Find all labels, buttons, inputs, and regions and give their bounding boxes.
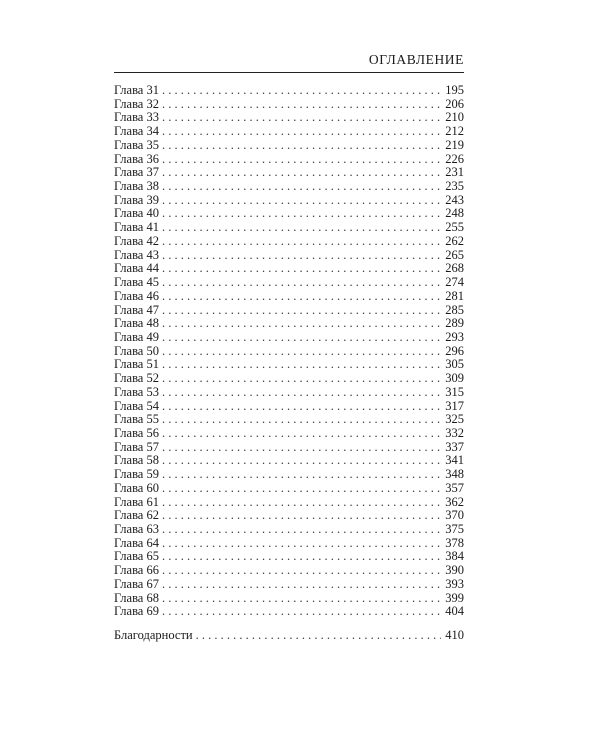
dot-leader bbox=[196, 629, 442, 643]
toc-entry-label: Глава 38 bbox=[114, 179, 159, 194]
toc-entry-label: Глава 63 bbox=[114, 522, 159, 536]
toc-entry-page: 248 bbox=[445, 206, 464, 221]
toc-entry-page: 375 bbox=[445, 522, 464, 536]
toc-entry-label: Глава 48 bbox=[114, 316, 159, 331]
toc-entry-label: Глава 50 bbox=[114, 343, 159, 358]
toc-entry[interactable] bbox=[114, 290, 464, 304]
toc-entry-label: Глава 62 bbox=[114, 508, 159, 523]
running-header bbox=[114, 50, 464, 73]
toc-entry-page: 212 bbox=[445, 124, 464, 139]
dot-leader bbox=[162, 413, 441, 427]
toc-entry-page: 235 bbox=[445, 179, 464, 194]
toc-entry-label: Глава 44 bbox=[114, 261, 159, 276]
toc-entry-page: 255 bbox=[445, 220, 464, 235]
toc-entry-page: 305 bbox=[445, 357, 464, 372]
toc-entry[interactable] bbox=[114, 84, 464, 98]
toc-entry[interactable] bbox=[114, 400, 464, 414]
toc-entry-page: 231 bbox=[445, 165, 464, 180]
toc-entry-page: 309 bbox=[445, 371, 464, 386]
dot-leader bbox=[162, 358, 441, 372]
toc-entry-label: Глава 33 bbox=[114, 110, 159, 125]
dot-leader bbox=[162, 441, 441, 455]
toc-entry-label: Глава 59 bbox=[114, 467, 159, 482]
toc-entry[interactable] bbox=[114, 413, 464, 427]
toc-entry-label: Глава 34 bbox=[114, 124, 159, 139]
toc-entry-page: 390 bbox=[445, 563, 464, 578]
toc-entry-page: 337 bbox=[445, 439, 464, 454]
toc-entry-label: Глава 52 bbox=[114, 371, 159, 386]
toc-entry-label: Глава 66 bbox=[114, 563, 159, 578]
toc-entry-page: 384 bbox=[445, 549, 464, 564]
toc-entry-label: Глава 65 bbox=[114, 549, 159, 564]
toc-entry-page: 293 bbox=[445, 329, 464, 344]
toc-entry-label: Глава 40 bbox=[114, 206, 159, 221]
toc-entry-page: 378 bbox=[445, 535, 464, 550]
dot-leader bbox=[162, 509, 441, 523]
dot-leader bbox=[162, 386, 441, 400]
toc-entry-label: Глава 61 bbox=[114, 494, 159, 509]
toc-entry-label: Глава 39 bbox=[114, 192, 159, 207]
toc-entry-page: 315 bbox=[445, 384, 464, 399]
dot-leader bbox=[162, 537, 441, 551]
toc-entry-label: Глава 53 bbox=[114, 384, 159, 399]
toc-entry-label: Глава 46 bbox=[114, 288, 159, 303]
toc-entry-label: Глава 60 bbox=[114, 480, 159, 495]
toc-entry-page: 325 bbox=[445, 412, 464, 427]
dot-leader bbox=[162, 207, 441, 221]
toc-entry-label: Глава 64 bbox=[114, 535, 159, 550]
toc-entry[interactable] bbox=[114, 537, 464, 551]
toc-entry-page: 226 bbox=[445, 151, 464, 166]
toc-entry-page: 393 bbox=[445, 576, 464, 591]
toc-entry[interactable] bbox=[114, 482, 464, 496]
dot-leader bbox=[162, 262, 441, 276]
toc-entry[interactable] bbox=[114, 523, 464, 537]
dot-leader bbox=[162, 317, 441, 331]
toc-entry[interactable] bbox=[114, 139, 464, 153]
toc-entry[interactable] bbox=[114, 166, 464, 180]
dot-leader bbox=[162, 523, 441, 537]
dot-leader bbox=[162, 221, 441, 235]
dot-leader bbox=[162, 592, 441, 606]
toc-entry[interactable] bbox=[114, 496, 464, 510]
toc-entry-label: Глава 42 bbox=[114, 233, 159, 248]
toc-entry-page: 332 bbox=[445, 425, 464, 440]
dot-leader bbox=[162, 482, 441, 496]
dot-leader bbox=[162, 400, 441, 414]
toc-entry[interactable] bbox=[114, 331, 464, 345]
toc-entry-page: 362 bbox=[445, 494, 464, 509]
toc-entry[interactable] bbox=[114, 386, 464, 400]
dot-leader bbox=[162, 98, 441, 112]
page-title: ОГЛАВЛЕНИЕ bbox=[368, 52, 464, 67]
dot-leader bbox=[162, 153, 441, 167]
toc-entry-page: 268 bbox=[445, 261, 464, 276]
toc-entry[interactable] bbox=[114, 276, 464, 290]
dot-leader bbox=[162, 372, 441, 386]
chapter-list bbox=[114, 84, 464, 619]
toc-entry-label: Благодарности bbox=[114, 628, 193, 643]
toc-entry-page: 289 bbox=[445, 316, 464, 331]
toc-entry-page: 219 bbox=[445, 137, 464, 152]
toc-entry-label: Глава 45 bbox=[114, 275, 159, 290]
toc-entry[interactable] bbox=[114, 153, 464, 167]
toc-entry-page: 281 bbox=[445, 288, 464, 303]
toc-entry[interactable] bbox=[114, 358, 464, 372]
toc-entry-page: 274 bbox=[445, 275, 464, 290]
dot-leader bbox=[162, 249, 441, 263]
toc-entry-label: Глава 49 bbox=[114, 329, 159, 344]
toc-entry[interactable] bbox=[114, 125, 464, 139]
toc-entry[interactable] bbox=[114, 207, 464, 221]
dot-leader bbox=[162, 194, 441, 208]
dot-leader bbox=[162, 166, 441, 180]
toc-entry[interactable] bbox=[114, 180, 464, 194]
toc-entry-label: Глава 31 bbox=[114, 83, 159, 97]
dot-leader bbox=[162, 139, 441, 153]
toc-entry-label: Глава 57 bbox=[114, 439, 159, 454]
dot-leader bbox=[162, 550, 441, 564]
dot-leader bbox=[162, 454, 441, 468]
toc-entry-page: 410 bbox=[445, 628, 464, 643]
toc-entry[interactable] bbox=[114, 550, 464, 564]
toc-entry-page: 317 bbox=[445, 398, 464, 413]
toc-entry[interactable] bbox=[114, 194, 464, 208]
toc-entry-label: Глава 51 bbox=[114, 357, 159, 372]
dot-leader bbox=[162, 125, 441, 139]
toc-entry[interactable] bbox=[114, 111, 464, 125]
dot-leader bbox=[162, 84, 441, 98]
toc-entry-label: Глава 36 bbox=[114, 151, 159, 166]
toc-entry-label: Глава 58 bbox=[114, 453, 159, 468]
dot-leader bbox=[162, 290, 441, 304]
dot-leader bbox=[162, 276, 441, 290]
toc-entry-page: 262 bbox=[445, 233, 464, 248]
toc-entry[interactable] bbox=[114, 509, 464, 523]
toc-entry-label: Глава 37 bbox=[114, 165, 159, 180]
toc-entry-label: Глава 67 bbox=[114, 576, 159, 591]
toc-entry[interactable] bbox=[114, 468, 464, 482]
dot-leader bbox=[162, 564, 441, 578]
toc-entry-label: Глава 43 bbox=[114, 247, 159, 262]
toc-entry-page: 370 bbox=[445, 508, 464, 523]
toc-entry-label: Глава 56 bbox=[114, 425, 159, 440]
dot-leader bbox=[162, 111, 441, 125]
dot-leader bbox=[162, 605, 441, 619]
toc-entry-label: Глава 55 bbox=[114, 412, 159, 427]
toc-entry-page: 348 bbox=[445, 467, 464, 482]
dot-leader bbox=[162, 496, 441, 510]
toc-entry-label: Глава 69 bbox=[114, 604, 159, 619]
toc-entry[interactable] bbox=[114, 249, 464, 263]
toc-entry-page: 243 bbox=[445, 192, 464, 207]
toc-entry-page: 285 bbox=[445, 302, 464, 317]
toc-entry-page: 210 bbox=[445, 110, 464, 125]
dot-leader bbox=[162, 427, 441, 441]
toc-entry-label: Глава 35 bbox=[114, 137, 159, 152]
dot-leader bbox=[162, 331, 441, 345]
dot-leader bbox=[162, 235, 441, 249]
toc-entry-page: 341 bbox=[445, 453, 464, 468]
dot-leader bbox=[162, 578, 441, 592]
toc-entry-page: 195 bbox=[445, 83, 464, 97]
toc-entry[interactable] bbox=[114, 345, 464, 359]
dot-leader bbox=[162, 345, 441, 359]
toc-entry[interactable] bbox=[114, 235, 464, 249]
toc-entry-label: Глава 47 bbox=[114, 302, 159, 317]
toc-entry[interactable] bbox=[114, 427, 464, 441]
toc-entry-page: 404 bbox=[445, 604, 464, 619]
dot-leader bbox=[162, 304, 441, 318]
toc-entry-label: Глава 54 bbox=[114, 398, 159, 413]
table-of-contents bbox=[114, 84, 464, 643]
toc-entry[interactable] bbox=[114, 98, 464, 112]
toc-entry-page: 265 bbox=[445, 247, 464, 262]
toc-entry[interactable] bbox=[114, 605, 464, 619]
toc-entry-page: 296 bbox=[445, 343, 464, 358]
toc-entry[interactable] bbox=[114, 454, 464, 468]
dot-leader bbox=[162, 180, 441, 194]
toc-entry-label: Глава 41 bbox=[114, 220, 159, 235]
toc-entry[interactable] bbox=[114, 578, 464, 592]
toc-entry-label: Глава 32 bbox=[114, 96, 159, 111]
toc-entry[interactable] bbox=[114, 221, 464, 235]
toc-entry-page: 399 bbox=[445, 590, 464, 605]
toc-entry-page: 206 bbox=[445, 96, 464, 111]
toc-entry[interactable] bbox=[114, 262, 464, 276]
toc-entry-page: 357 bbox=[445, 480, 464, 495]
toc-entry[interactable] bbox=[114, 441, 464, 455]
toc-entry-label: Глава 68 bbox=[114, 590, 159, 605]
dot-leader bbox=[162, 468, 441, 482]
toc-entry[interactable] bbox=[114, 317, 464, 331]
toc-entry[interactable] bbox=[114, 564, 464, 578]
toc-entry[interactable] bbox=[114, 592, 464, 606]
toc-entry[interactable] bbox=[114, 304, 464, 318]
toc-entry[interactable] bbox=[114, 372, 464, 386]
toc-entry-acknowledgements[interactable] bbox=[114, 629, 464, 643]
